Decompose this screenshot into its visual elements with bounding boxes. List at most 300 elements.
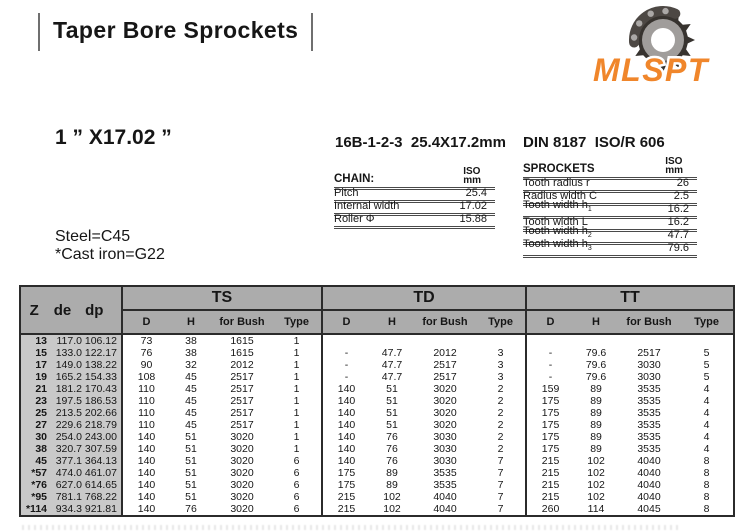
value-cell: 1615 [230, 347, 254, 359]
col-header-h: H [370, 310, 414, 334]
col-header-for-bush: for Bush [414, 310, 476, 334]
col-header-type: Type [272, 310, 322, 334]
value-cell: 8 [703, 503, 710, 515]
value-cell: 2517 [230, 419, 254, 431]
sprocket-spec-unit [665, 157, 697, 175]
col-header-d: D [526, 310, 574, 334]
value-cell: 6 [293, 455, 300, 467]
value-cell: 3020 [230, 455, 254, 467]
value-cell: 140 [322, 383, 370, 395]
value-cell: 4 [703, 395, 710, 407]
value-cell: 4045 [637, 503, 661, 515]
value-cell: 3020 [433, 419, 457, 431]
value-cell: 102 [587, 455, 605, 467]
spec-row [523, 237, 697, 258]
value-cell: 215 [322, 503, 370, 516]
value-cell: 175 [322, 467, 370, 479]
size-heading: 1 ” X17.02 ” [55, 126, 172, 149]
value-cell: 159 [526, 383, 574, 395]
value-cell: 8 [703, 467, 710, 479]
value-cell: 2012 [230, 359, 254, 371]
de-cell: 627.0 [50, 479, 84, 491]
value-cell: - [526, 371, 574, 383]
value-cell: 2517 [433, 359, 457, 371]
value-cell: 140 [322, 443, 370, 455]
value-cell: 4 [703, 407, 710, 419]
value-cell: 4 [703, 443, 710, 455]
de-cell: 213.5 [50, 407, 84, 419]
chain-roller-icon [662, 8, 668, 14]
value-cell: 4040 [637, 467, 661, 479]
value-cell [574, 334, 618, 347]
value-cell: 6 [293, 479, 300, 491]
value-cell: 102 [383, 491, 401, 503]
col-header-d: D [322, 310, 370, 334]
dp-cell: 768.22 [84, 491, 122, 503]
value-cell: 140 [122, 467, 170, 479]
value-cell: 140 [322, 407, 370, 419]
table-row [20, 503, 734, 516]
dp-cell: 202.66 [84, 407, 122, 419]
group-header-tt: TT [526, 286, 734, 310]
subscript: 1 [587, 206, 592, 213]
de-cell: 229.6 [50, 419, 84, 431]
value-cell: 79.6 [585, 359, 607, 371]
z-cell: *76 [20, 479, 50, 491]
table-row [20, 371, 734, 383]
value-cell: 1 [293, 407, 300, 419]
value-cell: 102 [587, 491, 605, 503]
value-cell [370, 334, 414, 347]
value-cell: 1 [293, 383, 300, 395]
value-cell: 5 [703, 359, 710, 371]
value-cell: 3020 [433, 407, 457, 419]
value-cell: 89 [590, 383, 602, 395]
chain-spec-unit [463, 167, 495, 185]
value-cell: 3020 [230, 467, 254, 479]
value-cell: 45 [185, 371, 197, 383]
value-cell: 140 [122, 503, 170, 516]
value-cell: 1615 [230, 335, 254, 347]
chain-spec-rows [334, 187, 495, 229]
dp-cell: 218.79 [84, 419, 122, 431]
value-cell: 3020 [230, 479, 254, 491]
value-cell [618, 334, 680, 347]
value-cell: 260 [526, 503, 574, 516]
key-header-cell [20, 286, 122, 334]
value-cell: 89 [590, 431, 602, 443]
material-note-steel: Steel=C45 [55, 228, 131, 245]
value-cell: 2012 [433, 347, 457, 359]
dp-cell: 461.07 [84, 467, 122, 479]
value-cell: 51 [386, 395, 398, 407]
value-cell: 7 [497, 491, 504, 503]
value-cell: 215 [526, 467, 574, 479]
value-cell [476, 334, 526, 347]
value-cell: 7 [497, 467, 504, 479]
value-cell: 1 [293, 443, 300, 455]
value-cell: 102 [587, 479, 605, 491]
de-cell: 934.3 [50, 503, 84, 516]
value-cell: 3 [497, 359, 504, 371]
table-row [20, 334, 734, 347]
value-cell: 51 [185, 479, 197, 491]
value-cell: 140 [322, 419, 370, 431]
value-cell: 140 [322, 431, 370, 443]
material-note-cast-iron: *Cast iron=G22 [55, 246, 165, 263]
dp-cell: 106.12 [84, 334, 122, 347]
value-cell: 4040 [637, 479, 661, 491]
value-cell: 89 [590, 419, 602, 431]
value-cell: 45 [185, 419, 197, 431]
spec-value: 16.2 [667, 216, 689, 228]
value-cell: 3030 [433, 443, 457, 455]
value-cell: 47.7 [381, 371, 403, 383]
value-cell: 51 [386, 407, 398, 419]
dp-cell: 186.53 [84, 395, 122, 407]
value-cell: 140 [122, 479, 170, 491]
value-cell: 2517 [230, 407, 254, 419]
z-cell: *95 [20, 491, 50, 503]
z-cell: 38 [20, 443, 50, 455]
value-cell: 3535 [637, 443, 661, 455]
value-cell: 51 [185, 467, 197, 479]
sprocket-spec-rows [523, 177, 697, 258]
value-cell: 89 [386, 467, 398, 479]
spec-label: Roller Φ [334, 213, 375, 225]
value-cell: 4 [703, 419, 710, 431]
spec-value: 2.5 [673, 190, 689, 202]
spec-value: 79.6 [667, 242, 689, 254]
chain-roller-icon [631, 34, 637, 40]
value-cell: 3020 [433, 395, 457, 407]
unit-mm: mm [463, 175, 481, 186]
z-cell: 15 [20, 347, 50, 359]
value-cell: - [322, 371, 370, 383]
value-cell: 5 [703, 347, 710, 359]
value-cell: 102 [383, 503, 401, 515]
value-cell: 3535 [637, 419, 661, 431]
value-cell: 1 [293, 419, 300, 431]
col-header-d: D [122, 310, 170, 334]
value-cell: 89 [590, 395, 602, 407]
value-cell: 76 [122, 347, 170, 359]
dp-cell: 921.81 [84, 503, 122, 516]
value-cell: 108 [122, 371, 170, 383]
value-cell: 3020 [230, 503, 254, 515]
value-cell: 6 [293, 467, 300, 479]
z-cell: 13 [20, 334, 50, 347]
value-cell: 175 [322, 479, 370, 491]
value-cell: 140 [122, 431, 170, 443]
col-header-dp: dp [85, 301, 104, 319]
spec-label: Tooth radius r [523, 177, 590, 189]
value-cell: 51 [185, 491, 197, 503]
value-cell: 110 [122, 419, 170, 431]
dp-cell: 307.59 [84, 443, 122, 455]
value-cell: 2517 [433, 371, 457, 383]
sprocket-spec-table [523, 157, 697, 258]
value-cell: 4040 [433, 503, 457, 515]
value-cell: 175 [526, 443, 574, 455]
spec-label: Tooth width L [523, 216, 588, 228]
unit-iso: ISO [665, 156, 683, 167]
main-table-header [20, 286, 734, 334]
value-cell: 4040 [637, 455, 661, 467]
spec-value: 47.7 [667, 229, 689, 241]
value-cell: 215 [526, 491, 574, 503]
value-cell: 215 [526, 455, 574, 467]
dp-cell: 364.13 [84, 455, 122, 467]
value-cell: 3535 [433, 467, 457, 479]
value-cell: 2 [497, 431, 504, 443]
page-title: Taper Bore Sprockets [53, 17, 299, 43]
value-cell: 2517 [230, 395, 254, 407]
spec-label: Pitch [334, 187, 359, 199]
col-header-type: Type [476, 310, 526, 334]
value-cell: 140 [322, 455, 370, 467]
value-cell [526, 334, 574, 347]
z-cell: *114 [20, 503, 50, 516]
value-cell: 76 [386, 431, 398, 443]
value-cell: 7 [497, 455, 504, 467]
value-cell: 3535 [637, 383, 661, 395]
table-row [20, 443, 734, 455]
value-cell: 47.7 [381, 359, 403, 371]
z-cell: 21 [20, 383, 50, 395]
spec-label: Tooth width $h_3$ [523, 237, 592, 252]
table-row [20, 479, 734, 491]
value-cell: 1 [293, 347, 300, 359]
value-cell: 2 [497, 407, 504, 419]
table-row [20, 395, 734, 407]
value-cell: 215 [526, 479, 574, 491]
value-cell: 4040 [637, 491, 661, 503]
value-cell: 2517 [637, 347, 661, 359]
value-cell: 175 [526, 407, 574, 419]
value-cell: 1 [293, 359, 300, 371]
value-cell: 2517 [230, 383, 254, 395]
table-row [20, 407, 734, 419]
brand-logo [588, 3, 733, 97]
sub-header-row [20, 310, 734, 334]
de-cell: 149.0 [50, 359, 84, 371]
value-cell: 3020 [230, 431, 254, 443]
col-header-h: H [574, 310, 618, 334]
value-cell: 51 [185, 431, 197, 443]
value-cell: 110 [122, 407, 170, 419]
value-cell: 45 [185, 383, 197, 395]
chain-spec-table [334, 167, 495, 229]
value-cell: 140 [122, 455, 170, 467]
value-cell: 89 [590, 443, 602, 455]
dp-cell: 614.65 [84, 479, 122, 491]
value-cell: 32 [185, 359, 197, 371]
value-cell: 8 [703, 479, 710, 491]
value-cell: 8 [703, 491, 710, 503]
spec-value: 25.4 [465, 187, 487, 199]
value-cell: 114 [587, 503, 605, 515]
subscript: 3 [587, 245, 592, 252]
value-cell: 3020 [230, 491, 254, 503]
value-cell: 140 [322, 395, 370, 407]
value-cell: 110 [122, 395, 170, 407]
spec-value: 17.02 [459, 200, 487, 212]
value-cell: 2 [497, 383, 504, 395]
de-cell: 474.0 [50, 467, 84, 479]
value-cell: 3030 [637, 359, 661, 371]
value-cell: - [526, 359, 574, 371]
value-cell: 3030 [433, 431, 457, 443]
value-cell: 3 [497, 347, 504, 359]
col-header-h: H [170, 310, 212, 334]
sprocket-spec-title: SPROCKETS [523, 163, 595, 175]
value-cell: 6 [293, 503, 300, 515]
spec-label: Tooth width $h_2$ [523, 224, 592, 239]
col-header-for-bush: for Bush [212, 310, 272, 334]
value-cell: 175 [526, 419, 574, 431]
value-cell: 2517 [230, 371, 254, 383]
de-cell: 781.1 [50, 491, 84, 503]
value-cell: 5 [703, 371, 710, 383]
subscript: 2 [587, 232, 592, 239]
page-title-block [38, 13, 313, 51]
value-cell: 3535 [637, 407, 661, 419]
value-cell: 1 [293, 371, 300, 383]
unit-iso: ISO [463, 166, 481, 177]
col-header-type: Type [680, 310, 734, 334]
spec-label: Internal width [334, 200, 400, 212]
dp-cell: 170.43 [84, 383, 122, 395]
z-cell: 25 [20, 407, 50, 419]
col-header-for-bush: for Bush [618, 310, 680, 334]
dp-cell: 243.00 [84, 431, 122, 443]
value-cell: 7 [497, 479, 504, 491]
col-header-z: Z [29, 301, 39, 319]
spec-value: 26 [676, 177, 689, 189]
value-cell: 4040 [433, 491, 457, 503]
value-cell [322, 334, 370, 347]
value-cell: 89 [590, 407, 602, 419]
table-row [20, 347, 734, 359]
table-row [20, 419, 734, 431]
value-cell: 8 [703, 455, 710, 467]
value-cell: 2 [497, 443, 504, 455]
z-cell: 27 [20, 419, 50, 431]
de-cell: 133.0 [50, 347, 84, 359]
value-cell: 175 [526, 395, 574, 407]
table-row [20, 431, 734, 443]
value-cell: 47.7 [381, 347, 403, 359]
spec-label: Radius width C [523, 190, 597, 202]
value-cell: 51 [185, 455, 197, 467]
group-header-ts: TS [122, 286, 322, 310]
value-cell: 3535 [433, 479, 457, 491]
value-cell: 45 [185, 395, 197, 407]
value-cell: 1 [293, 335, 300, 347]
de-cell: 181.2 [50, 383, 84, 395]
value-cell: 140 [122, 443, 170, 455]
z-cell: *57 [20, 467, 50, 479]
spec-row [334, 213, 495, 229]
sprocket-chain-logo-icon [588, 3, 733, 97]
value-cell: - [322, 359, 370, 371]
value-cell [680, 334, 734, 347]
de-cell: 320.7 [50, 443, 84, 455]
value-cell: 45 [185, 407, 197, 419]
value-cell: 4 [703, 431, 710, 443]
value-cell: 51 [386, 383, 398, 395]
dp-cell: 122.17 [84, 347, 122, 359]
value-cell: 3 [497, 371, 504, 383]
value-cell: 1 [293, 431, 300, 443]
logo-text: MLSPT [593, 52, 709, 88]
value-cell: 3020 [433, 383, 457, 395]
value-cell: 79.6 [585, 347, 607, 359]
value-cell: 76 [386, 443, 398, 455]
de-cell: 377.1 [50, 455, 84, 467]
table-row [20, 359, 734, 371]
value-cell: 51 [185, 443, 197, 455]
standard-heading: DIN 8187 ISO/R 606 [523, 134, 665, 151]
value-cell: 110 [122, 383, 170, 395]
de-cell: 117.0 [50, 334, 84, 347]
table-row [20, 491, 734, 503]
value-cell: - [526, 347, 574, 359]
value-cell: 215 [322, 491, 370, 503]
value-cell: 6 [293, 491, 300, 503]
value-cell: 7 [497, 503, 504, 515]
cropped-footer-text [22, 525, 682, 530]
chain-code-heading: 16B-1-2-3 25.4X17.2mm [335, 134, 506, 151]
table-row [20, 383, 734, 395]
value-cell: 89 [386, 479, 398, 491]
value-cell: 175 [526, 431, 574, 443]
chain-roller-icon [636, 20, 642, 26]
value-cell: 3020 [230, 443, 254, 455]
value-cell: 3030 [637, 371, 661, 383]
value-cell [414, 334, 476, 347]
value-cell: 38 [185, 335, 197, 347]
dp-cell: 154.33 [84, 371, 122, 383]
value-cell: 140 [122, 491, 170, 503]
spec-label: Tooth width $h_1$ [523, 198, 592, 213]
value-cell: 4 [703, 383, 710, 395]
value-cell: 3535 [637, 431, 661, 443]
value-cell: 2 [497, 395, 504, 407]
unit-mm: mm [665, 165, 683, 176]
z-cell: 30 [20, 431, 50, 443]
value-cell: 102 [587, 467, 605, 479]
gear-hole [651, 28, 675, 52]
value-cell: - [322, 347, 370, 359]
spec-value: 15.88 [459, 213, 487, 225]
z-cell: 19 [20, 371, 50, 383]
group-header-td: TD [322, 286, 526, 310]
table-row [20, 467, 734, 479]
de-cell: 197.5 [50, 395, 84, 407]
value-cell: 76 [185, 503, 197, 515]
dp-cell: 138.22 [84, 359, 122, 371]
table-row [20, 455, 734, 467]
value-cell: 1 [293, 395, 300, 407]
value-cell: 79.6 [585, 371, 607, 383]
z-cell: 17 [20, 359, 50, 371]
de-cell: 254.0 [50, 431, 84, 443]
de-cell: 165.2 [50, 371, 84, 383]
main-table-body [20, 334, 734, 516]
value-cell: 73 [122, 334, 170, 347]
